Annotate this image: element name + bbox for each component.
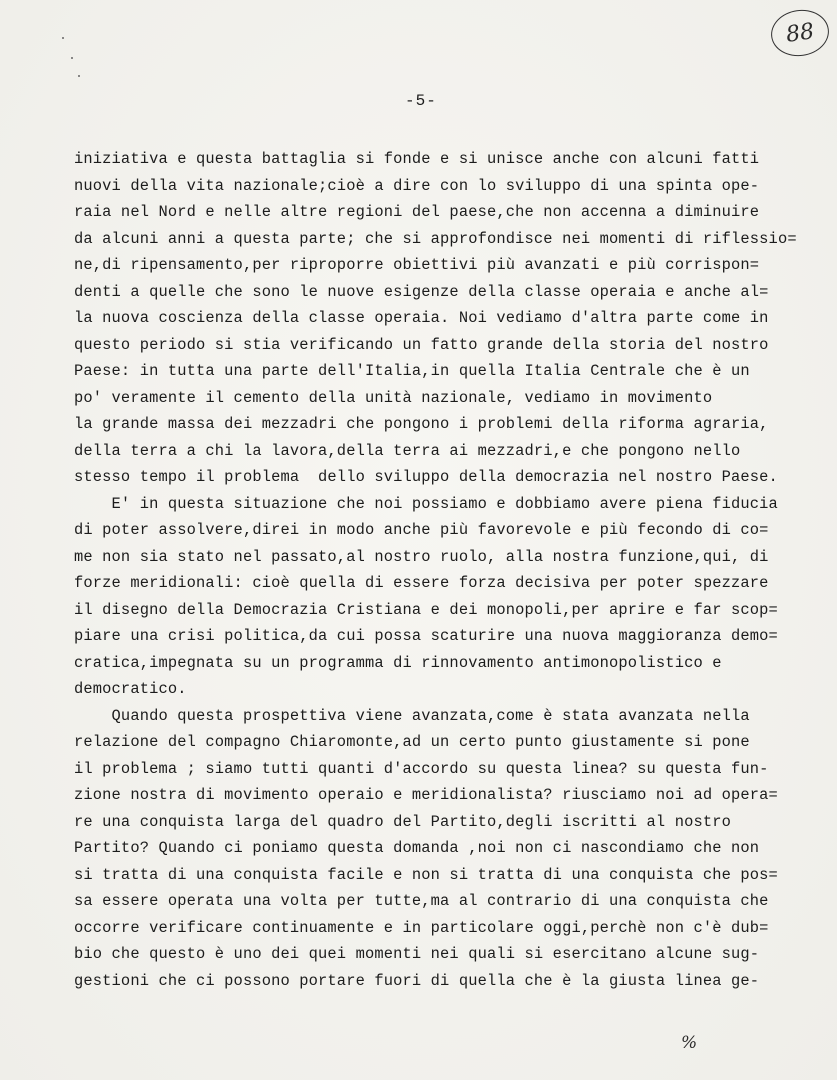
text-line: ne,di ripensamento,per riproporre obiettivi più avanzati e più corrispon= <box>74 256 760 274</box>
text-line: cratica,impegnata su un programma di rinnovamento antimonopolistico e <box>74 653 722 672</box>
text-line: Partito? Quando ci poniamo questa domanda ,noi non ci nascondiamo che non <box>74 839 760 857</box>
text-line: la grande massa dei mezzadri che pongono i problemi della riforma agraria, <box>74 415 769 433</box>
text-line: forze meridionali: cioè quella di essere forza decisiva per poter spezzare <box>74 574 769 592</box>
ink-speck <box>62 37 64 39</box>
text-line: il disegno della Democrazia Cristiana e dei monopoli,per aprire e far scop= <box>74 600 778 619</box>
text-line: iniziativa e questa battaglia si fonde e si unisce anche con alcuni fatti <box>74 150 760 168</box>
text-line: si tratta di una conquista facile e non si tratta di una conquista che pos= <box>74 865 778 884</box>
text-line: da alcuni anni a questa parte; che si approfondisce nei momenti di riflessio= <box>74 229 797 248</box>
text-line: stesso tempo il problema dello sviluppo della democrazia nel nostro Paese. <box>74 468 778 486</box>
archive-number: 88 <box>784 18 816 48</box>
footer-handwritten-mark: % <box>681 1033 698 1053</box>
text-line: re una conquista larga del quadro del Partito,degli iscritti al nostro <box>74 812 732 831</box>
text-line: nuovi della vita nazionale;cioè a dire con lo sviluppo di una spinta ope- <box>74 176 760 195</box>
page-number: -5- <box>405 92 437 110</box>
text-line: me non sia stato nel passato,al nostro ruolo, alla nostra funzione,qui, di <box>74 547 769 566</box>
text-line: bio che questo è uno dei quei momenti nei quali si esercitano alcune sug- <box>74 945 760 963</box>
text-line: po' veramente il cemento della unità nazionale, vediamo in movimento <box>74 388 713 407</box>
text-line: zione nostra di movimento operaio e meridionalista? riusciamo noi ad opera= <box>74 786 778 804</box>
text-line: gestioni che ci possono portare fuori di quella che è la giusta linea ge- <box>74 971 760 990</box>
text-line: il problema ; siamo tutti quanti d'accordo su questa linea? su questa fun- <box>74 759 769 778</box>
text-line: della terra a chi la lavora,della terra ai mezzadri,e che pongono nello <box>74 441 741 460</box>
text-line: raia nel Nord e nelle altre regioni del paese,che non accenna a diminuire <box>74 203 760 221</box>
text-line: Paese: in tutta una parte dell'Italia,in quella Italia Centrale che è un <box>74 362 750 380</box>
text-line: democratico. <box>74 680 187 698</box>
text-line: la nuova coscienza della classe operaia. Noi vediamo d'altra parte come in <box>74 309 769 327</box>
text-line: E' in questa situazione che noi possiamo e dobbiamo avere piena fiducia <box>74 494 778 513</box>
text-line: Quando questa prospettiva viene avanzata,come è stata avanzata nella <box>74 706 750 725</box>
ink-speck <box>71 57 73 59</box>
typewritten-body <box>74 146 804 994</box>
text-line: questo periodo si stia verificando un fatto grande della storia del nostro <box>74 335 769 354</box>
ink-speck <box>78 75 80 77</box>
text-line: piare una crisi politica,da cui possa scaturire una nuova maggioranza demo= <box>74 627 778 645</box>
text-line: denti a quelle che sono le nuove esigenze della classe operaia e anche al= <box>74 282 769 301</box>
text-line: sa essere operata una volta per tutte,ma al contrario di una conquista che <box>74 892 769 910</box>
text-line: relazione del compagno Chiaromonte,ad un certo punto giustamente si pone <box>74 733 750 751</box>
text-line: di poter assolvere,direi in modo anche più favorevole e più fecondo di co= <box>74 521 769 539</box>
text-line: occorre verificare continuamente e in particolare oggi,perchè non c'è dub= <box>74 918 769 937</box>
archive-number-stamp <box>768 6 832 60</box>
